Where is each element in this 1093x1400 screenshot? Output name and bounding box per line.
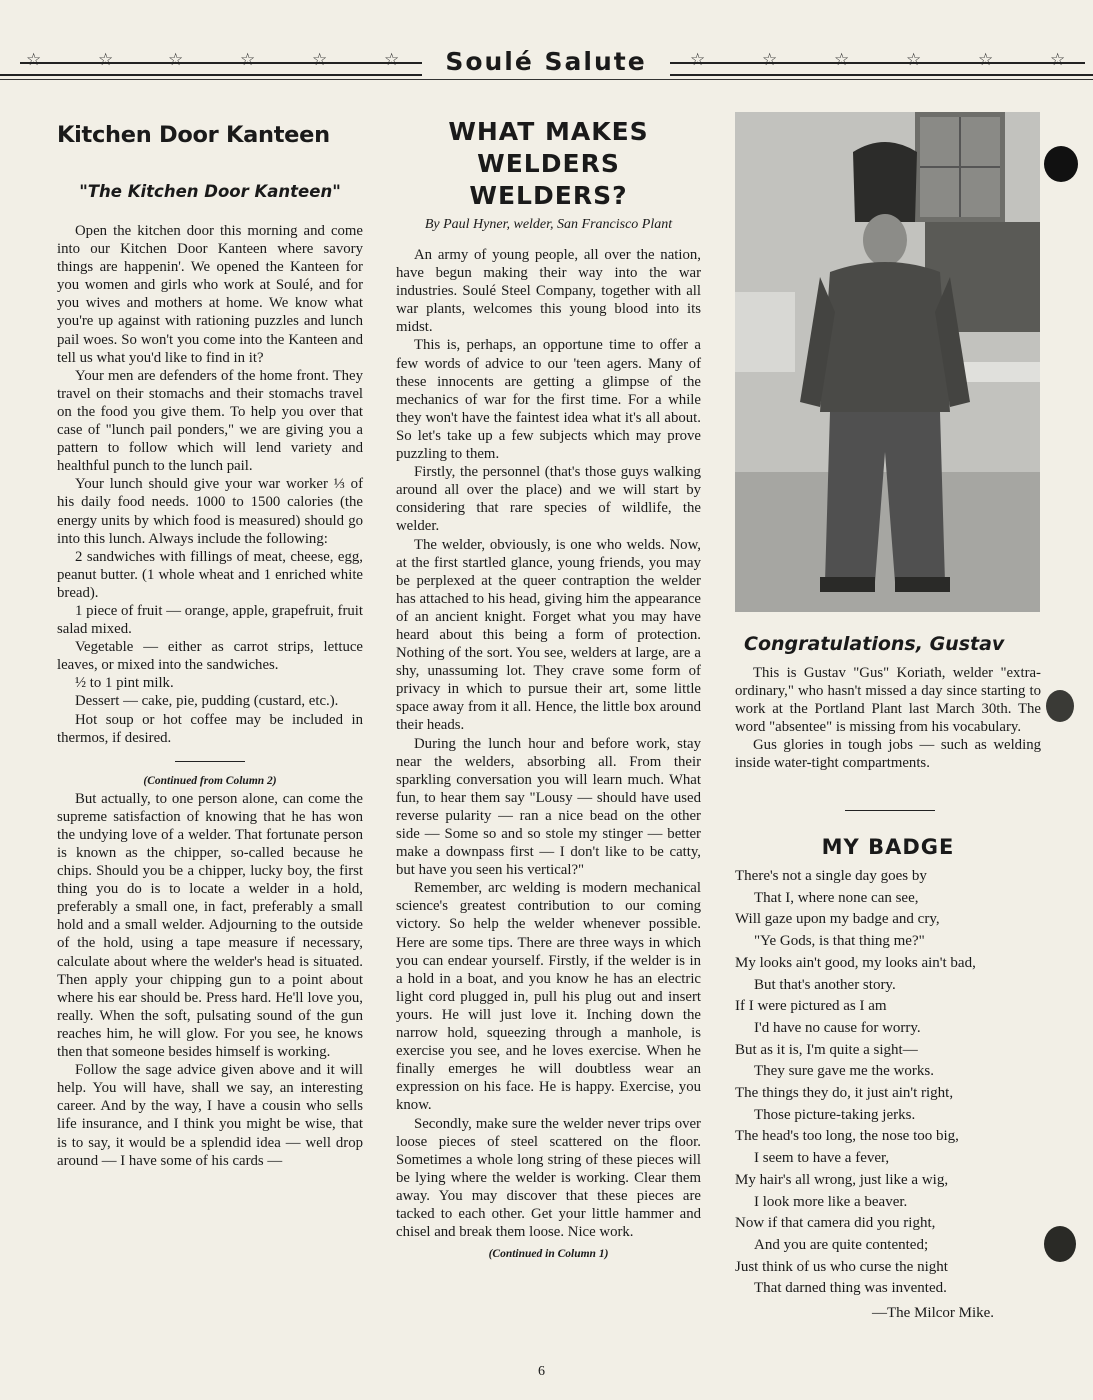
section-divider: [175, 761, 245, 762]
poem-title: MY BADGE: [821, 835, 955, 859]
poem-line: Those picture-taking jerks.: [754, 1106, 916, 1123]
star-icon: ☆: [690, 50, 706, 70]
paragraph: 1 piece of fruit — orange, apple, grapefruit, fruit salad mixed.: [57, 602, 364, 638]
poem-line: And you are quite contented;: [754, 1236, 929, 1253]
poem-line: My hair's all wrong, just like a wig,: [735, 1171, 949, 1188]
article-body: [396, 246, 701, 1241]
star-icon: ☆: [26, 50, 42, 70]
star-icon: ☆: [98, 50, 114, 70]
paragraph: Gus glories in tough jobs — such as welding inside water-tight compartments.: [735, 737, 1041, 771]
paragraph: This is, perhaps, an opportune time to offer a few words of advice to our 'teen agers. Many of these innocents are getting a glimpse of the mechanics of war for the first time. For a while they won't have the faintest idea what it's all about. So let's take up a few subjects which may prove puzzling to them.: [396, 337, 701, 463]
poem-line: But that's another story.: [754, 976, 896, 993]
continued-from-note: (Continued from Column 2): [143, 774, 277, 787]
poem-line: But as it is, I'm quite a sight—: [735, 1041, 918, 1058]
section-divider: [845, 810, 935, 811]
poem-line: The head's too long, the nose too big,: [735, 1128, 959, 1145]
poem-line: Will gaze upon my badge and cry,: [735, 911, 940, 928]
poem-line: That I, where none can see,: [754, 889, 919, 906]
paragraph: Vegetable — either as carrot strips, lettuce leaves, or mixed into the sandwiches.: [57, 639, 363, 674]
paragraph: This is Gustav "Gus" Koriath, welder "extra-ordinary," who hasn't missed a day since starting to work at the Portland Plant last March 30th. The word "absentee" is missing from his vocabulary.: [735, 665, 1041, 735]
star-icon: ☆: [312, 50, 328, 70]
poem-line: "Ye Gods, is that thing me?": [754, 933, 925, 950]
paragraph: Remember, arc welding is modern mechanical science's greatest contribution to our coming victory. So help the welder whenever possible. Here are some tips. There are three ways in which you can endear yourself. Firstly, if the welder is in a hold in a boat, and you know he has an electric light cord plugged in, pull his plug out and insert yours. He will just love it. Inching down the narrow hold, squeezing through a manhole, is exercise you see, and he loves exercise. When he finally emerges he will doubtless wear an expression on his face. He is happy. Exercise, you know.: [396, 880, 701, 1114]
continued-in-note: (Continued in Column 1): [488, 1248, 609, 1261]
star-icon: ☆: [168, 50, 184, 70]
congrats-body: [735, 664, 1041, 772]
column-kitchen-door-kanteen: [57, 118, 363, 1170]
star-icon: ☆: [978, 50, 994, 70]
article-subtitle: "The Kitchen Door Kanteen": [79, 182, 341, 201]
star-icon: ☆: [762, 50, 778, 70]
paragraph: The welder, obviously, is one who welds. Now, at the first startled glance, young friends, you may be perplexed at the queer contraption the welder has attached to his head, giving him the appearance of an ancient knight. Forget what you may have heard about this being a form of protection. Nothing of the sort. You see, welders at large, are a shy, unassuming lot. They crave some form of privacy in which to pursue their art, some little space away from it all. Hence, the little box around their heads.: [396, 536, 701, 734]
poem-line: Just think of us who curse the night: [735, 1258, 948, 1275]
poem: [735, 866, 1045, 1300]
paragraph: Open the kitchen door this morning and come into our Kitchen Door Kanteen where savory things are happenin'. We opened the Kanteen for you women and girls who work at Soulé, and for you wives and mothers at home. We know what you're up against with rationing puzzles and lunch pail woes. So won't you come into the Kanteen and tell us what you'd like to find in it?: [57, 223, 363, 366]
binder-hole: [1046, 690, 1074, 722]
article-title: Kitchen Door Kanteen: [57, 122, 330, 148]
poem-line: If I were pictured as I am: [735, 998, 887, 1015]
continuation-body: [57, 790, 363, 1170]
paragraph: Dessert — cake, pie, pudding (custard, etc.).: [75, 693, 339, 710]
paragraph: Follow the sage advice given above and it will help. You will have, shall we say, an interesting career. And by the way, I have a cousin who sells life insurance, and I think you might be wise, that is to say, it would be a splendid idea — well drop around — I have some of his cards —: [57, 1062, 363, 1169]
star-icon: ☆: [240, 50, 256, 70]
star-icon: ☆: [1050, 50, 1066, 70]
page-number: 6: [538, 1364, 545, 1379]
paragraph: Your lunch should give your war worker ⅓ of his daily food needs. 1000 to 1500 calories (the energy units by which food is measured) should go into this lunch. Always include the following:: [57, 476, 363, 547]
paragraph: But actually, to one person alone, can come the supreme satisfaction of knowing that he has won the undying love of a welder. That fortunate person is known as the chipper, so-called because he chips. Should you be a chipper, lucky boy, the first thing you do is to locate a welder in a hold, preferably a small one, in fact, preferably a small hold and a small welder. Adjourning to the outside of the hold, using a tape measure if necessary, calculate about where the welder's head is situated. Then apply your chipping gun to a point about where his ear should be. Press hard. He'll love you, really. When the soft, pulsating sound of the gun reaches him, he will glow. For you see, he knows then that someone besides himself is working.: [57, 790, 363, 1061]
star-icon: ☆: [834, 50, 850, 70]
poem-line: Now if that camera did you right,: [735, 1215, 936, 1232]
welder-photo-illustration: [735, 112, 1040, 612]
masthead-rule-thin: [0, 79, 1093, 80]
poem-line: There's not a single day goes by: [735, 868, 927, 884]
masthead-title: Soulé Salute: [422, 48, 670, 76]
poem-line: They sure gave me the works.: [754, 1063, 934, 1080]
poem-line: The things they do, it just ain't right,: [735, 1085, 954, 1102]
paragraph: ½ to 1 pint milk.: [75, 675, 174, 692]
paragraph: Hot soup or hot coffee may be included in thermos, if desired.: [57, 711, 363, 746]
star-icon: ☆: [384, 50, 400, 70]
paragraph: Your men are defenders of the home front. They travel on their stomachs and their stomachs travel on the food you give them. To help you over that case of "lunch pail ponders," we are giving you a pattern to follow which will lend variety and healthful punch to the lunch pail.: [57, 367, 363, 475]
paragraph: 2 sandwiches with fillings of meat, cheese, egg, peanut butter. (1 whole wheat and 1 enriched white bread).: [57, 548, 363, 601]
column-what-makes-welders: [396, 116, 701, 1263]
masthead: [0, 40, 1093, 90]
poem-line: That darned thing was invented.: [754, 1280, 947, 1297]
binder-hole: [1044, 1226, 1076, 1262]
paragraph: Firstly, the personnel (that's those guys walking around all over the place) and we will start by considering that rare species of wildlife, the welder.: [396, 464, 701, 535]
poem-signature: —The Milcor Mike.: [872, 1305, 995, 1321]
article-title: WHAT MAKES WELDERS WELDERS?: [448, 117, 649, 210]
poem-line: I seem to have a fever,: [754, 1150, 890, 1167]
congrats-title: Congratulations, Gustav: [744, 633, 1005, 655]
poem-line: My looks ain't good, my looks ain't bad,: [735, 954, 976, 971]
paragraph: An army of young people, all over the nation, have begun making their way into the war industries. Soulé Steel Company, together with all war plants, welcomes this young blood into its midst.: [396, 247, 701, 336]
star-icon: ☆: [906, 50, 922, 70]
poem-line: I'd have no cause for worry.: [754, 1019, 921, 1036]
binder-hole: [1044, 146, 1078, 182]
paragraph: During the lunch hour and before work, stay near the welders, absorbing all. From their sparkling conversation you will learn much. What fun, to hear them say "Lousy — should have used reverse pularity — ran a nice bead on the other side — Some so and so stole my stinger — better make a downpass first — I don't like to be catty, but have you seen his vertical?": [396, 735, 701, 879]
byline: By Paul Hyner, welder, San Francisco Plant: [424, 217, 673, 232]
article-body: [57, 222, 363, 747]
welder-photo: [735, 112, 1040, 612]
paragraph: Secondly, make sure the welder never trips over loose pieces of steel scattered on the floor. Sometimes a whole long string of these pieces will be lying where the welder is working. Clear them away. You may discover that these pieces are tacked to each other. Get your little hammer and chisel and break them loose. Nice work.: [396, 1115, 701, 1241]
poem-line: I look more like a beaver.: [754, 1193, 908, 1210]
